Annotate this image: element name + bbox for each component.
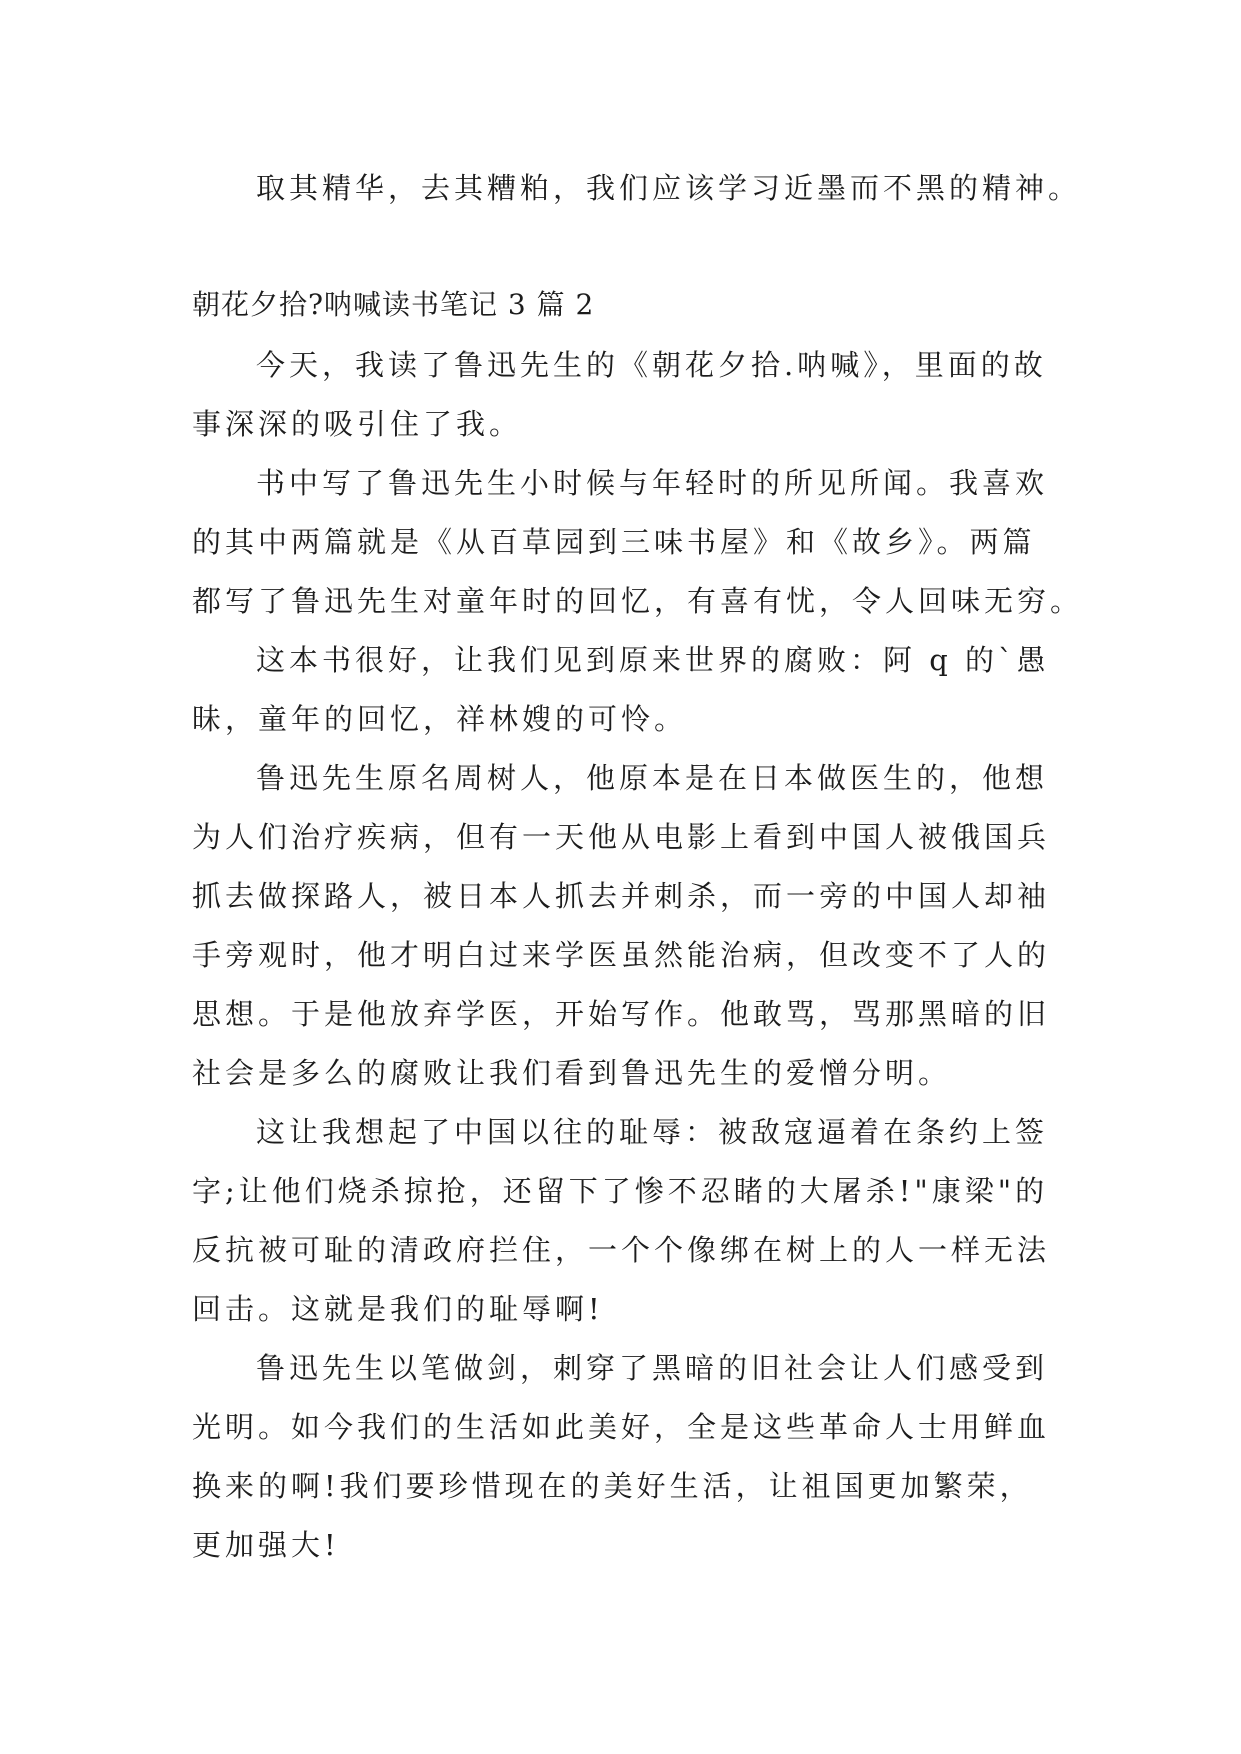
paragraph-line: 换来的啊!我们要珍惜现在的美好生活，让祖国更加繁荣， — [192, 1469, 1033, 1503]
paragraph-line: 书中写了鲁迅先生小时候与年轻时的所见所闻。我喜欢 — [256, 466, 1049, 500]
paragraph-line: 思想。于是他放弃学医，开始写作。他敢骂，骂那黑暗的旧 — [192, 997, 1051, 1031]
paragraph-line: 事深深的吸引住了我。 — [192, 407, 523, 441]
paragraph-line: 都写了鲁迅先生对童年时的回忆，有喜有忧，令人回味无穷。 — [192, 584, 1084, 618]
paragraph-line: 这让我想起了中国以往的耻辱：被敌寇逼着在条约上签 — [256, 1115, 1049, 1149]
paragraph-line: 抓去做探路人，被日本人抓去并刺杀，而一旁的中国人却袖 — [192, 879, 1051, 913]
paragraph-line: 为人们治疗疾病，但有一天他从电影上看到中国人被俄国兵 — [192, 820, 1051, 854]
paragraph-line: 光明。如今我们的生活如此美好，全是这些革命人士用鲜血 — [192, 1410, 1051, 1444]
paragraph-line: 手旁观时，他才明白过来学医虽然能治病，但改变不了人的 — [192, 938, 1051, 972]
paragraph-line: 的其中两篇就是《从百草园到三味书屋》和《故乡》。两篇 — [192, 525, 1036, 559]
paragraph-line: 回击。这就是我们的耻辱啊! — [192, 1292, 604, 1326]
intro-line: 取其精华，去其糟粕，我们应该学习近墨而不黑的精神。 — [256, 171, 1082, 205]
paragraph-line: 鲁迅先生原名周树人，他原本是在日本做医生的，他想 — [256, 761, 1049, 795]
paragraph-line: 字;让他们烧杀掠抢，还留下了惨不忍睹的大屠杀!"康梁"的 — [192, 1174, 1049, 1208]
section-heading: 朝花夕拾?呐喊读书笔记 3 篇 2 — [192, 288, 595, 321]
paragraph-line: 更加强大! — [192, 1528, 340, 1562]
paragraph-line: 今天，我读了鲁迅先生的《朝花夕拾.呐喊》，里面的故 — [256, 348, 1047, 382]
paragraph-line: 昧，童年的回忆，祥林嫂的可怜。 — [192, 702, 688, 736]
paragraph-line: 社会是多么的腐败让我们看到鲁迅先生的爱憎分明。 — [192, 1056, 952, 1090]
paragraph-line: 反抗被可耻的清政府拦住，一个个像绑在树上的人一样无法 — [192, 1233, 1051, 1267]
paragraph-line: 这本书很好，让我们见到原来世界的腐败：阿 q 的`愚 — [256, 643, 1050, 677]
paragraph-line: 鲁迅先生以笔做剑，刺穿了黑暗的旧社会让人们感受到 — [256, 1351, 1049, 1385]
